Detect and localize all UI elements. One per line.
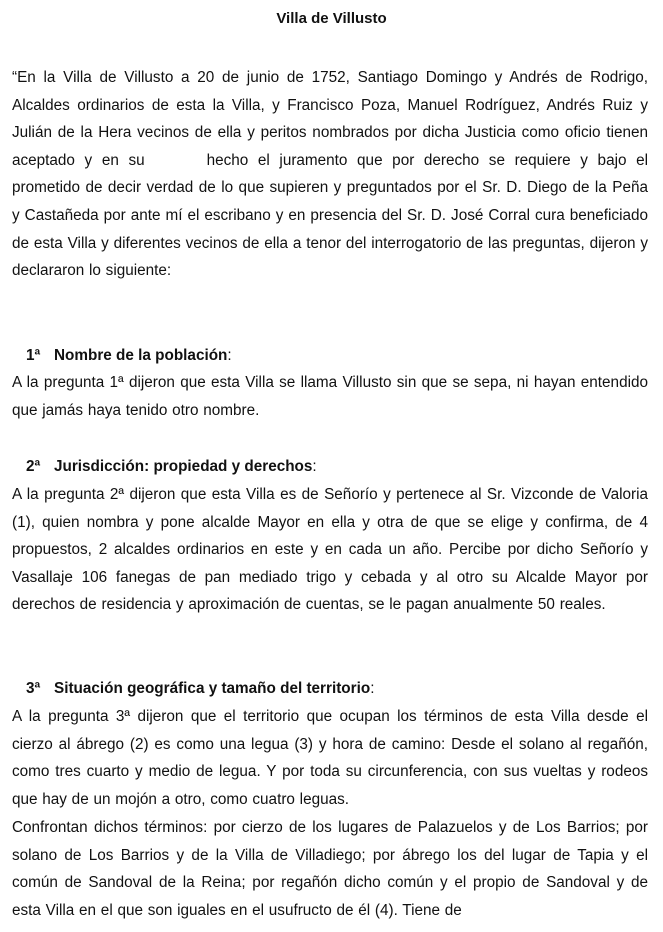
section-3-heading: 3ª Situación geográfica y tamaño del territorio: [26,678,374,700]
section-heading-text: Jurisdicción: propiedad y derechos [54,458,313,475]
intro-text-part2: hecho el juramento que por derecho se requiere y bajo el prometido de decir verdad de lo que supieren y preguntados por el Sr. D. Diego de la Peña y Castañeda por ante mí el escribano y en presencia del Sr. D. José Corral cura beneficiado de esta Villa y diferentes vecinos de ella a tenor del interrogatorio de las preguntas, dijeron y declararon lo siguiente: [12,151,648,280]
section-1-paragraph: A la pregunta 1ª dijeron que esta Villa se llama Villusto sin que se sepa, ni hayan entendido que jamás haya tenido otro nombre. [12,374,648,419]
section-3-paragraph-2: Confrontan dichos términos: por cierzo de los lugares de Palazuelos y de Los Barrios; por solano de Los Barrios y de la Villa de Villadiego; por ábrego los del lugar de Tapia y el común de Sandoval de la Reina; por regañón dicho común y el propio de Sandoval y de esta Villa en el que son iguales en el usufructo de él (4). Tiene de [12,819,648,919]
section-1-heading: 1ª Nombre de la población: [26,345,232,367]
section-heading-text: Situación geográfica y tamaño del territorio [54,680,371,697]
section-number: 1ª [26,347,41,364]
document-title: Villa de Villusto [276,10,387,27]
section-number: 3ª [26,680,41,697]
intro-text-part1: “En la Villa de Villusto a 20 de junio de 1752, Santiago Domingo y Andrés de Rodrigo, Alcaldes ordinarios de esta la Villa, y Francisco Poza, Manuel Rodríguez, Andrés Ruiz y Julián de la Hera vecinos de ella y peritos nombrados por dicha Justicia como oficio tienen aceptado y en su [12,69,648,169]
section-3-paragraph-1: A la pregunta 3ª dijeron que el territorio que ocupan los términos de esta Villa desde el cierzo al ábrego (2) es como una legua (3) y hora de camino: Desde el solano al regañón, como tres cuarto y medio de legua. Y por toda su circunferencia, con sus vueltas y rodeos que hay de un mojón a otro, como cuatro leguas. [12,708,648,808]
section-2-paragraph: A la pregunta 2ª dijeron que esta Villa es de Señorío y pertenece al Sr. Vizconde de Valoria (1), quien nombra y pone alcalde Mayor en ella y otra de que se elige y confirma, de 4 propuestos, 2 alcaldes ordinarios en este y en cada un año. Percibe por dicho Señorío y Vasallaje 106 fanegas de pan mediado trigo y cebada y al otro su Alcalde Mayor por derechos de residencia y aproximación de cuentas, se le pagan anualmente 50 reales. [12,486,648,614]
intro-paragraph [12,64,648,285]
section-number: 2ª [26,458,41,475]
section-heading-text: Nombre de la población [54,347,228,364]
section-2-heading: 2ª Jurisdicción: propiedad y derechos: [26,456,317,478]
